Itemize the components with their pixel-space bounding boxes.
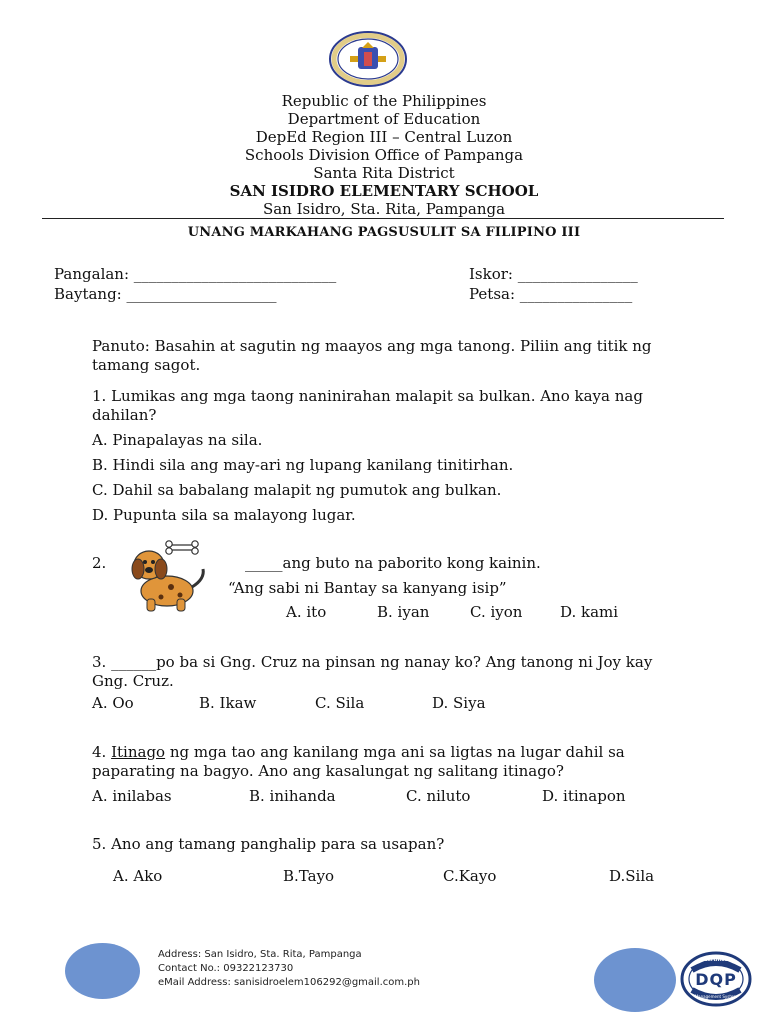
header-line-district: Santa Rita District [313, 164, 455, 182]
school-address: San Isidro, Sta. Rita, Pampanga [262, 200, 506, 218]
school-name: SAN ISIDRO ELEMENTARY SCHOOL [229, 182, 539, 200]
question-4-choice-a[interactable]: A. inilabas [92, 787, 172, 805]
question-1-choice-a[interactable]: A. Pinapalayas na sila. [92, 431, 263, 449]
question-2-choice-a[interactable]: A. ito [286, 603, 327, 621]
score-field[interactable]: Iskor: ________________ [469, 265, 638, 283]
date-field[interactable]: Petsa: _______________ [469, 285, 633, 303]
question-2-choice-d[interactable]: D. kami [560, 603, 619, 621]
footer-circle-right [594, 948, 676, 1012]
question-1-choice-c[interactable]: C. Dahil sa babalang malapit ng pumutok ang bulkan. [92, 481, 502, 499]
header-line-region: DepEd Region III – Central Luzon [255, 128, 513, 146]
question-3-choice-a[interactable]: A. Oo [92, 694, 134, 712]
question-4-stem [92, 743, 682, 781]
name-field[interactable]: Pangalan: ___________________________ [54, 265, 337, 283]
question-2-choice-c[interactable]: C. iyon [470, 603, 523, 621]
question-4-number: 4. [92, 743, 107, 761]
question-4-rest: ng mga tao ang kanilang mga ani sa ligtas na lugar dahil sa paparating na bagyo. Ano ang kasalungat ng salitang itinago? [92, 743, 625, 780]
cert-logo-top-text: Certified [703, 957, 729, 963]
question-3-stem: 3. ______po ba si Gng. Cruz na pinsan ng nanay ko? Ang tanong ni Joy kay Gng. Cruz. [92, 653, 653, 690]
grade-field[interactable]: Baytang: ____________________ [54, 285, 277, 303]
question-1-stem: 1. Lumikas ang mga taong naninirahan malapit sa bulkan. Ano kaya nag dahilan? [92, 387, 643, 424]
question-4-choice-c[interactable]: C. niluto [406, 787, 471, 805]
question-2-line1: _____ang buto na paborito kong kainin. [245, 554, 541, 572]
question-2-number: 2. [92, 554, 107, 572]
header-line-division: Schools Division Office of Pampanga [244, 146, 524, 164]
question-2-line2: “Ang sabi ni Bantay sa kanyang isip” [228, 579, 507, 597]
footer-email: eMail Address: sanisidroelem106292@gmail.com.ph [158, 977, 420, 988]
dog-with-bone-illustration [125, 535, 215, 613]
cert-logo-bottom-text: Management System [694, 994, 738, 999]
question-2-choice-b[interactable]: B. iyan [377, 603, 430, 621]
question-4-choice-d[interactable]: D. itinapon [542, 787, 626, 805]
header-line-department: Department of Education [287, 110, 481, 128]
question-3-choice-d[interactable]: D. Siya [432, 694, 486, 712]
question-4-underlined-word: Itinago [111, 743, 166, 761]
footer-circle-left [65, 943, 140, 999]
exam-title: UNANG MARKAHANG PAGSUSULIT SA FILIPINO III [187, 225, 581, 240]
question-4-choice-b[interactable]: B. inihanda [249, 787, 336, 805]
question-3-choice-b[interactable]: B. Ikaw [199, 694, 257, 712]
instructions: Panuto: Basahin at sagutin ng maayos ang mga tanong. Piliin ang titik ng tamang sagot. [92, 337, 652, 374]
question-5-choice-d[interactable]: D.Sila [609, 867, 655, 885]
deped-seal-logo [328, 30, 408, 88]
question-5-choice-b[interactable]: B.Tayo [283, 867, 335, 885]
question-5-choice-c[interactable]: C.Kayo [443, 867, 497, 885]
question-1-choice-d[interactable]: D. Pupunta sila sa malayong lugar. [92, 506, 356, 524]
cert-logo-letters: DQP [695, 970, 737, 989]
footer-contact: Contact No.: 09322123730 [158, 963, 294, 974]
footer-address: Address: San Isidro, Sta. Rita, Pampanga [158, 949, 362, 960]
question-5-choice-a[interactable]: A. Ako [113, 867, 163, 885]
header-divider [42, 218, 724, 219]
question-5-stem: 5. Ano ang tamang panghalip para sa usapan? [92, 835, 445, 853]
question-3-choice-c[interactable]: C. Sila [315, 694, 365, 712]
header-line-republic: Republic of the Philippines [281, 92, 487, 110]
question-1-choice-b[interactable]: B. Hindi sila ang may-ari ng lupang kanilang tinitirhan. [92, 456, 514, 474]
